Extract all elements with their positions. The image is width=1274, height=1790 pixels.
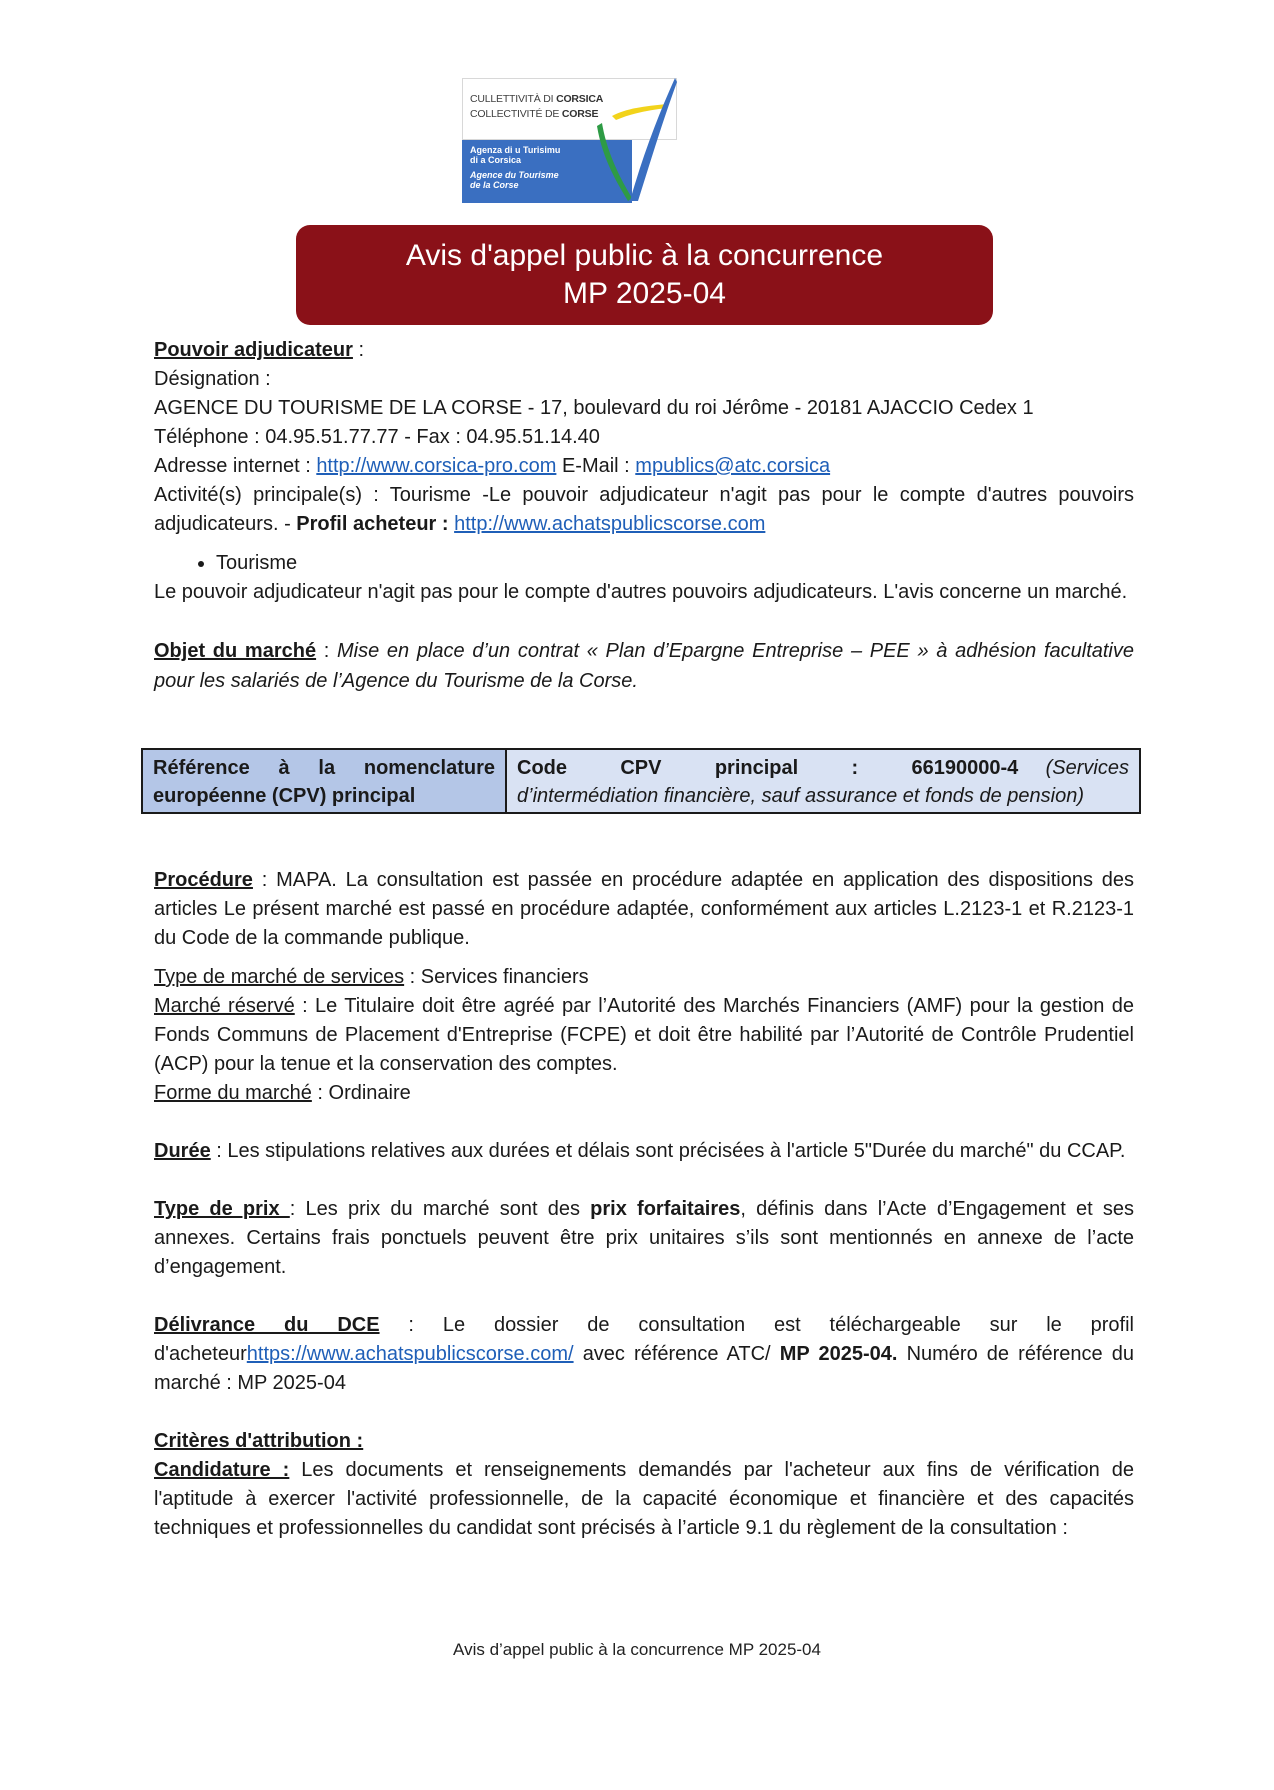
section-heading: Procédure xyxy=(154,869,253,891)
dce-text: : Le dossier de consultation est téléchargeable sur le profil d'acheteur xyxy=(154,1314,1134,1365)
section-heading: Critères d'attribution : xyxy=(154,1430,364,1452)
buyer-profile-link[interactable]: http://www.achatspublicscorse.com xyxy=(454,513,766,535)
field-label: Marché réservé xyxy=(154,995,295,1017)
section-heading: Type de prix xyxy=(154,1198,290,1220)
price-type-paragraph xyxy=(154,1195,1134,1282)
section-heading: Objet du marché xyxy=(154,640,317,662)
price-emphasis: prix forfaitaires xyxy=(590,1198,741,1220)
criteria-heading-line xyxy=(154,1427,1134,1456)
reserved-market-paragraph xyxy=(154,992,1134,1079)
logo-text-bold: CORSE xyxy=(561,108,599,120)
buyer-phone: Téléphone : 04.95.51.77.77 - Fax : 04.95.51.14.40 xyxy=(154,426,600,448)
email-link[interactable]: mpublics@atc.corsica xyxy=(635,455,831,477)
logo-swoosh-icon xyxy=(462,78,677,203)
duration-paragraph xyxy=(154,1137,1134,1166)
logo-text: di a Corsica xyxy=(470,155,522,165)
dce-reference: MP 2025-04. xyxy=(779,1343,898,1365)
buyer-contact-line xyxy=(154,452,1134,481)
cpv-description: (Services d’intermédiation financière, sauf assurance et fonds de pension) xyxy=(517,757,1129,807)
subsection-heading: Candidature : xyxy=(154,1459,290,1481)
duration-text: : Les stipulations relatives aux durées et délais sont précisées à l'article 5"Durée du marché" du CCAP. xyxy=(210,1140,1126,1162)
candidature-paragraph xyxy=(154,1456,1134,1543)
activity-list xyxy=(154,549,1134,578)
table-row xyxy=(142,749,1140,813)
section-heading: Pouvoir adjudicateur xyxy=(154,339,353,361)
cpv-value-cell xyxy=(506,749,1140,813)
field-label: Type de marché de services xyxy=(154,966,405,988)
market-form-line xyxy=(154,1079,1134,1108)
procedure-text: : MAPA. La consultation est passée en procédure adaptée en application des dispositions des articles Le présent marché est passé en procédure adaptée, conformément aux articles L.2123-1 et R.2123-1 du Code de la commande publique. xyxy=(154,869,1134,949)
procedure-paragraph xyxy=(154,866,1134,953)
section-heading: Délivrance du DCE xyxy=(154,1314,380,1336)
object-text: Mise en place d’un contrat « Plan d’Epargne Entreprise – PEE » à adhésion facultative pour les salariés de l’Agence du Tourisme de la Corse. xyxy=(154,640,1135,692)
price-text: , définis dans l’Acte d’Engagement et ses annexes. Certains frais ponctuels peuvent être prix unitaires s’ils sont mentionnés en annexe de l’acte d’engagement. xyxy=(154,1198,1134,1278)
buyer-activity xyxy=(154,481,1134,539)
agency-logo xyxy=(462,78,677,203)
price-text: : Les prix du marché sont des xyxy=(289,1198,591,1220)
logo-text: Agenza di u Turisimu xyxy=(470,145,561,155)
cpv-table xyxy=(141,748,1141,814)
buyer-note: Le pouvoir adjudicateur n'agit pas pour le compte d'autres pouvoirs adjudicateurs. L'avis concerne un marché. xyxy=(154,581,1128,603)
email-label: E-Mail : xyxy=(556,455,636,477)
title-banner xyxy=(296,225,993,325)
section-heading: Durée xyxy=(154,1140,211,1162)
field-value: : Le Titulaire doit être agréé par l’Autorité des Marchés Financiers (AMF) pour la gestion de Fonds Communs de Placement d'Entreprise (FCPE) et doit être habilité par l’Autorité de Contrôle Prudentiel (ACP) pour la tenue et la conservation des comptes. xyxy=(154,995,1134,1075)
web-label: Adresse internet : xyxy=(154,455,317,477)
banner-title: Avis d'appel public à la concurrence xyxy=(405,239,884,272)
notice-section-buyer xyxy=(154,336,1134,696)
logo-text-bold: CORSICA xyxy=(556,93,604,105)
dce-paragraph xyxy=(154,1311,1134,1398)
list-item: • Tourisme xyxy=(216,549,1134,578)
activity-text: Activité(s) principale(s) : Tourisme -Le pouvoir adjudicateur n'agit pas pour le compte d'autres pouvoirs adjudicateurs. - xyxy=(154,484,1134,535)
designation-label: Désignation : xyxy=(154,368,271,390)
separator: : xyxy=(316,640,338,662)
dce-text: avec référence ATC/ xyxy=(573,1343,780,1365)
logo-text: de la Corse xyxy=(470,180,519,190)
logo-text: COLLECTIVITÉ DE xyxy=(470,108,562,120)
website-link[interactable]: http://www.corsica-pro.com xyxy=(316,455,557,477)
service-type-line xyxy=(154,963,1134,992)
candidature-text: Les documents et renseignements demandés par l'acheteur aux fins de vérification de l'aptitude à exercer l'activité professionnelle, de la capacité économique et financière et des capacités techniques et professionnelles du candidat sont précisés à l’article 9.1 du règlement de la consultation : xyxy=(154,1459,1134,1539)
field-label: Forme du marché xyxy=(154,1082,312,1104)
cpv-header-cell: Référence à la nomenclature européenne (CPV) principal xyxy=(142,749,506,813)
dce-download-link[interactable]: https://www.achatspublicscorse.com/ xyxy=(246,1343,574,1365)
field-value: : Ordinaire xyxy=(311,1082,411,1104)
logo-text: CULLETTIVITÀ DI xyxy=(470,93,557,105)
dce-text: Numéro de référence du marché : MP 2025-04 xyxy=(154,1343,1135,1394)
cpv-code: Code CPV principal : 66190000-4 xyxy=(517,757,1019,779)
buyer-heading-line xyxy=(154,336,1134,365)
profile-label: Profil acheteur : xyxy=(296,513,455,535)
field-value: : Services financiers xyxy=(404,966,589,988)
contract-object xyxy=(154,636,1134,696)
logo-text: Agence du Tourisme xyxy=(470,170,559,180)
page-footer: Avis d’appel public à la concurrence MP 2025-04 xyxy=(453,1640,821,1659)
notice-section-procedure xyxy=(154,866,1134,1543)
heading-suffix: : xyxy=(352,339,365,361)
buyer-address: AGENCE DU TOURISME DE LA CORSE - 17, boulevard du roi Jérôme - 20181 AJACCIO Cedex 1 xyxy=(154,397,1034,419)
banner-reference: MP 2025-04 xyxy=(563,277,726,310)
